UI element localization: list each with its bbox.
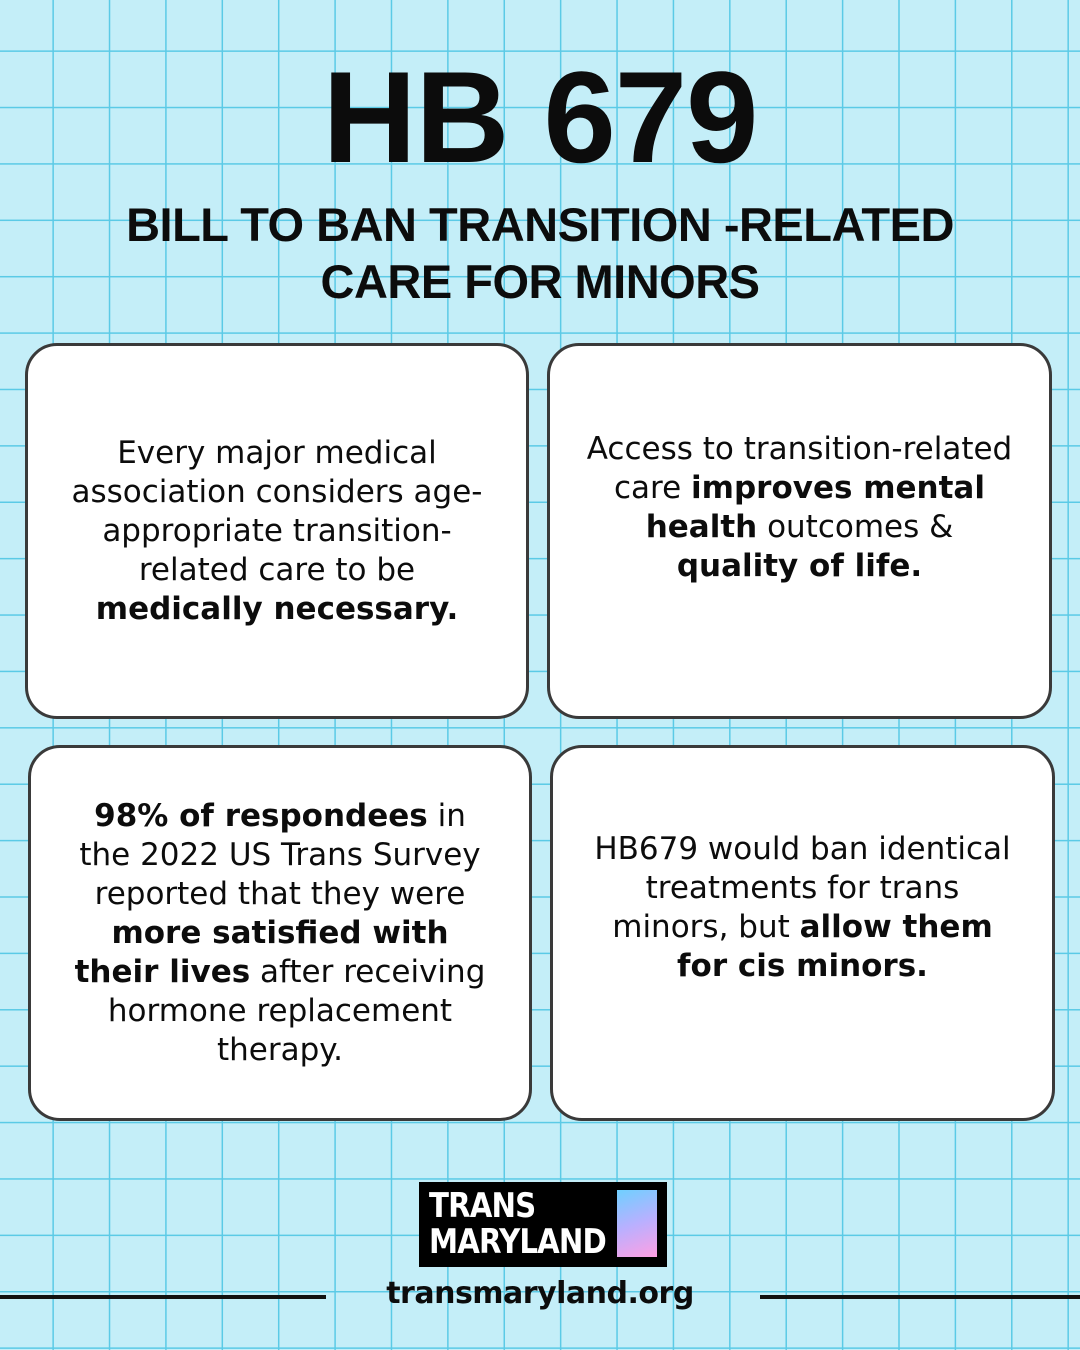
- page-title: HB 679: [322, 44, 758, 190]
- fact-text: HB679 would ban identical treatments for trans minors, but: [594, 831, 1011, 945]
- fact-emphasis: quality of life.: [676, 548, 923, 584]
- fact-text: outcomes &: [757, 509, 954, 545]
- logo-line-2: MARYLAND: [429, 1222, 606, 1262]
- divider-right: [760, 1295, 1080, 1299]
- logo-gradient-square: [617, 1190, 657, 1257]
- fact-emphasis: improves mental health: [645, 470, 985, 545]
- divider-left: [0, 1295, 326, 1299]
- logo-line-1: TRANS: [429, 1186, 536, 1226]
- logo-wordmark: [429, 1188, 606, 1260]
- subtitle-line-1: BILL TO BAN TRANSITION -RELATED: [126, 198, 954, 251]
- fact-card-text: [64, 434, 490, 629]
- fact-card-survey: [28, 745, 532, 1121]
- fact-card-medical-necessity: [25, 343, 529, 719]
- fact-emphasis: more satisfied with their lives: [74, 914, 449, 990]
- fact-emphasis: medically necessary.: [95, 590, 459, 627]
- fact-emphasis: allow them for cis minors.: [677, 909, 993, 984]
- website-url: transmaryland.org: [386, 1276, 694, 1311]
- fact-text: after receiving hormone replacement therapy.: [107, 953, 486, 1068]
- fact-card-text: [586, 430, 1013, 632]
- fact-card-text: [67, 797, 493, 1070]
- subtitle-line-2: CARE FOR MINORS: [320, 255, 760, 308]
- fact-card-mental-health: [547, 343, 1052, 719]
- page-subtitle: [90, 196, 990, 310]
- trans-maryland-logo: [419, 1182, 667, 1267]
- fact-text: Every major medical association considers age-appropriate transition-related care to be: [71, 434, 483, 588]
- fact-emphasis: 98% of respondees: [94, 797, 428, 834]
- fact-card-text: [589, 830, 1016, 1036]
- fact-card-ban-inequity: [550, 745, 1055, 1121]
- fact-text: Access to transition-related care: [586, 431, 1013, 506]
- fact-text: in the 2022 US Trans Survey reported that they were: [79, 797, 481, 912]
